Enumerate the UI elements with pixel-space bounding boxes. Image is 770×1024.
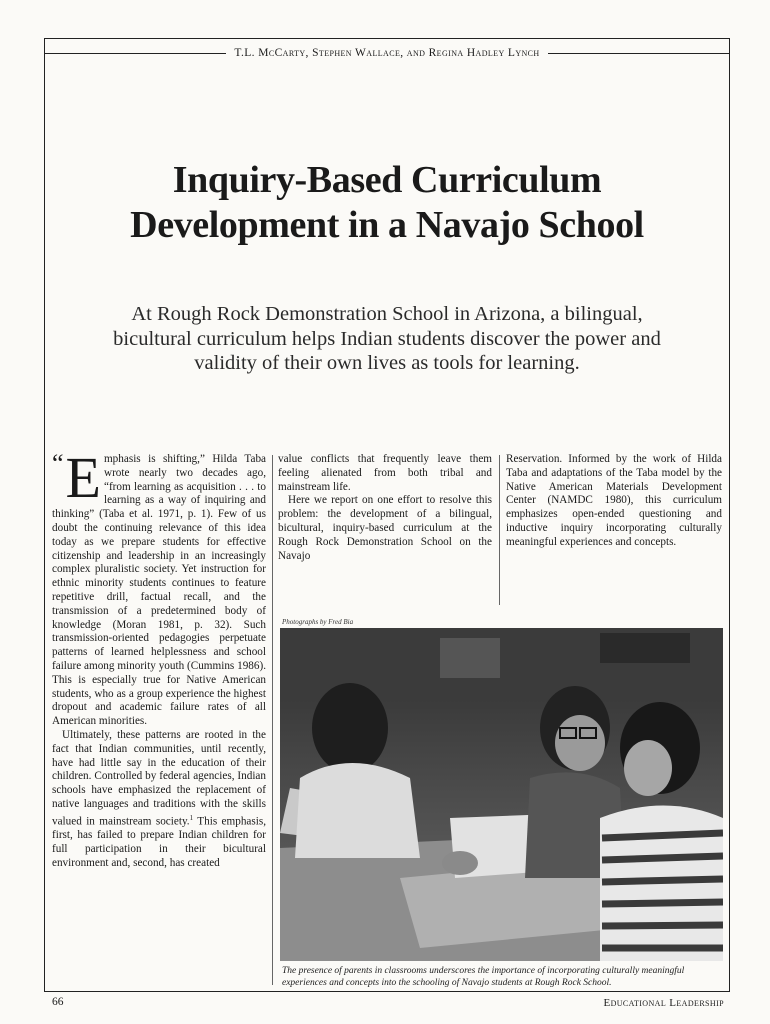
col2-paragraph-1: value conflicts that frequently leave them feeling alienated from both tribal and mainstream life. bbox=[278, 453, 492, 493]
col1-paragraph-2-text-b: This emphasis, first, has failed to prepare Indian children for full participation in their bicultural environment and, second, has created bbox=[52, 815, 266, 869]
col1-paragraph-2-text-a: Ultimately, these patterns are rooted in the fact that Indian communities, until recently, have had little say in the education of their children. Controlled by federal agencies, Indian schools have emphasized the replacement of native languages and traditions with the skills valued in mainstream society. bbox=[52, 728, 266, 828]
classroom-photo bbox=[280, 628, 723, 961]
col2-paragraph-2: Here we report on one effort to resolve this problem: the development of a bilingual, bicultural, inquiry-based curriculum at the Rough Rock Demonstration School on the Navajo bbox=[278, 494, 492, 562]
running-head-rule-right bbox=[548, 53, 730, 54]
photo-credit: Photographs by Fred Bia bbox=[282, 618, 354, 626]
article-subtitle: At Rough Rock Demonstration School in Arizona, a bilingual, bicultural curriculum helps Indian students discover the power and validity of their own lives as tools for learning. bbox=[113, 303, 661, 374]
text-column-1 bbox=[52, 445, 266, 871]
running-head-rule-left bbox=[44, 53, 226, 54]
photo-caption: The presence of parents in classrooms underscores the importance of incorporating culturally meaningful experiences and concepts into the schooling of Navajo students at Rough Rock School. bbox=[282, 966, 685, 988]
text-column-3 bbox=[506, 453, 722, 550]
col3-paragraph-1: Reservation. Informed by the work of Hilda Taba and adaptations of the Taba model by the Native American Materials Development Center (NAMDC 1980), this curriculum emphasizes open-ended questioning and inductive inquiry incorporating culturally meaningful experiences and concepts. bbox=[506, 453, 722, 548]
col1-paragraph-1-text: mphasis is shifting,” Hilda Taba wrote nearly two decades ago, “from learning as acquisition . . . to learning as a way of inquiring and thinking” (Taba et al. 1971, p. 1). Few of us doubt the continuing relevance of this idea today as we prepare students for effective citizenship and leadership in an increasingly complex pluralistic society. Yet instruction for ethnic minority students continues to feature repetitive drill, factual recall, and the transmission of a predetermined body of knowledge (Moran 1981, p. 32). Such transmission-oriented pedagogies perpetuate patterns of learned helplessness and school failure among minority youth (Cummins 1986). This is especially true for Native American students, who as a group experience the highest dropout and academic failure rates of all American minorities. bbox=[52, 453, 266, 728]
opening-paragraph bbox=[52, 445, 266, 729]
column-rule-1 bbox=[272, 455, 273, 985]
footnote-marker[interactable]: 1 bbox=[189, 813, 194, 822]
title-line-1: Inquiry-Based Curriculum bbox=[172, 159, 602, 201]
classroom-photo-illustration bbox=[280, 628, 723, 961]
opening-quote-mark: “ bbox=[52, 449, 64, 478]
article-title bbox=[44, 158, 730, 248]
column-rule-2 bbox=[499, 455, 500, 605]
title-line-2: Development in a Navajo School bbox=[130, 204, 644, 246]
running-head-authors: T.L. McCarty, Stephen Wallace, and Regina Hadley Lynch bbox=[234, 47, 540, 59]
text-column-2 bbox=[278, 453, 492, 563]
journal-name: Educational Leadership bbox=[603, 997, 724, 1009]
drop-cap: E bbox=[65, 445, 101, 510]
running-head bbox=[44, 45, 730, 61]
col1-paragraph-2 bbox=[52, 729, 266, 871]
page-number: 66 bbox=[52, 996, 64, 1008]
